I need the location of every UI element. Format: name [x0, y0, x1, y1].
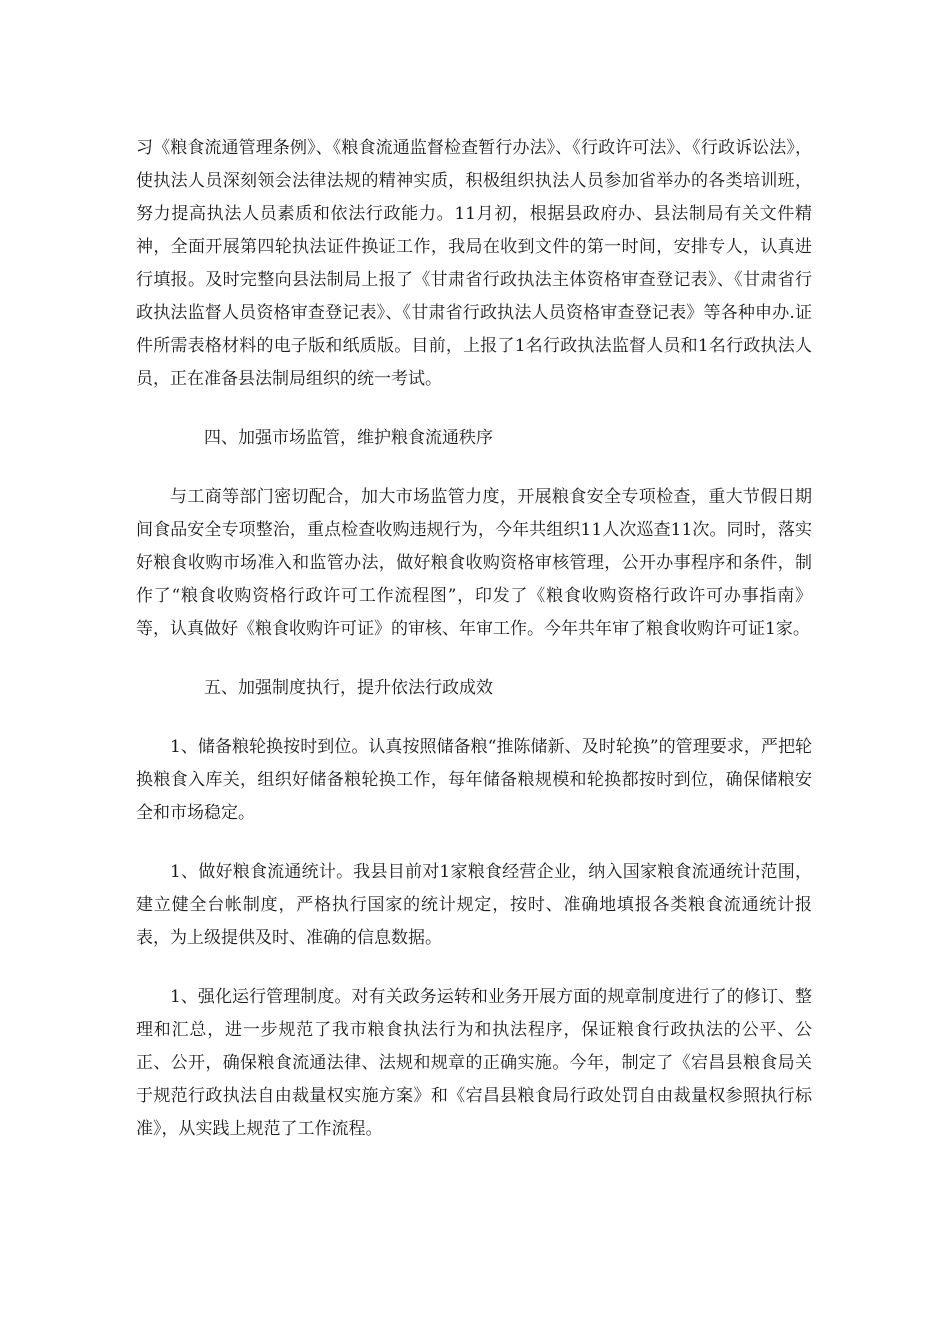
- spacer: [136, 830, 812, 856]
- paragraph-statistics: 1、做好粮食流通统计。我县目前对1家粮食经营企业，纳入国家粮食流通统计范围，建立健全台帐制度，严格执行国家的统计规定，按时、准确地填报各类粮食流通统计报表，为上级提供及时、准确的信息数据。: [136, 862, 812, 948]
- paragraph-management: 1、强化运行管理制度。对有关政务运转和业务开展方面的规章制度进行了的修订、整理和汇总，进一步规范了我市粮食执法行为和执法程序，保证粮食行政执法的公平、公正、公开，确保粮食流通法律、法规和规章的正确实施。今年，制定了《宕昌县粮食局关于规范行政执法自由裁量权实施方案》和《宕昌县粮食局行政处罚自由裁量权参照执行标准》，从实践上规范了工作流程。: [136, 987, 812, 1139]
- paragraph-training: 习《粮食流通管理条例》、《粮食流通监督检查暂行办法》、《行政许可法》、《行政诉讼法》，使执法人员深刻领会法律法规的精神实质，积极组织执法人员参加省举办的各类培训班，努力提高执法人员素质和依法行政能力。11月初，根据县政府办、县法制局有关文件精神，全面开展第四轮执法证件换证工作，我局在收到文件的第一时间，安排专人，认真进行填报。及时完整向县法制局上报了《甘肃省行政执法主体资格审查登记表》、《甘肃省行政执法监督人员资格审查登记表》、《甘肃省行政执法人员资格审查登记表》等各种申办.证件所需表格材料的电子版和纸质版。目前，上报了1名行政执法监督人员和1名行政执法人员，正在准备县法制局组织的统一考试。: [136, 138, 812, 389]
- section-heading-system: 五、加强制度执行，提升依法行政成效: [204, 678, 493, 698]
- paragraph-market: 与工商等部门密切配合，加大市场监管力度，开展粮食安全专项检查，重大节假日期间食品安全专项整治，重点检查收购违规行为，今年共组织11人次巡查11次。同时，落实好粮食收购市场准入和监管办法，做好粮食收购资格审核管理，公开办事程序和条件，制作了“粮食收购资格行政许可工作流程图”，印发了《粮食收购资格行政许可办事指南》等，认真做好《粮食收购许可证》的审核、年审工作。今年共年审了粮食收购许可证1家。: [136, 487, 812, 639]
- document-body: [136, 132, 812, 1146]
- spacer: [136, 455, 812, 481]
- paragraph-reserve-rotation: 1、储备粮轮换按时到位。认真按照储备粮“推陈储新、及时轮换”的管理要求，严把轮换粮食入库关，组织好储备粮轮换工作，每年储备粮规模和轮换都按时到位，确保储粮安全和市场稳定。: [136, 737, 812, 823]
- spacer: [136, 396, 812, 422]
- spacer: [136, 646, 812, 672]
- spacer: [136, 705, 812, 731]
- section-heading-market: 四、加强市场监管，维护粮食流通秩序: [204, 428, 493, 448]
- spacer: [136, 955, 812, 981]
